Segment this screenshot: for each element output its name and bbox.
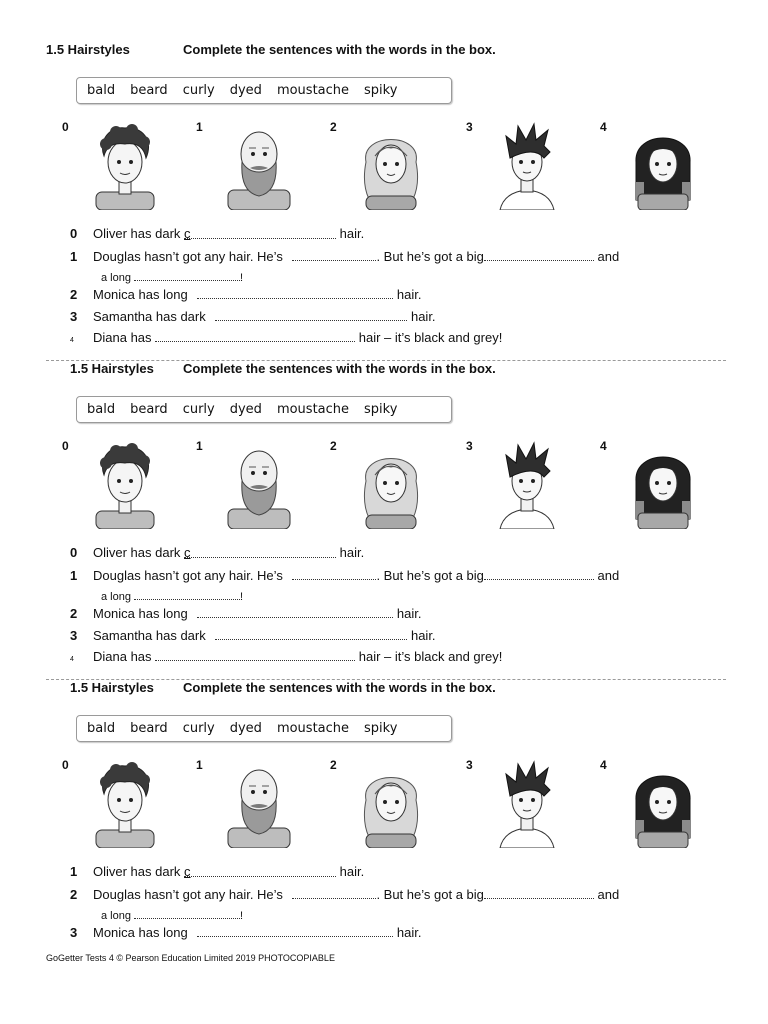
word-box-item: dyed — [229, 721, 262, 736]
sentence-row — [70, 307, 436, 324]
sentence-text: and — [593, 887, 620, 902]
dyed-hair-girl-picture — [630, 122, 696, 210]
word-box-item: moustache — [276, 83, 350, 98]
word-box-item: spiky — [364, 402, 398, 417]
sentence-text: a long — [101, 910, 135, 922]
sentence-text: Diana has — [93, 649, 156, 664]
word-box — [76, 715, 452, 742]
answer-gap[interactable] — [155, 647, 355, 661]
exercise-instruction: Complete the sentences with the words in the box. — [183, 680, 496, 695]
sentence-text: hair. — [336, 864, 365, 879]
answer-gap[interactable] — [134, 589, 240, 600]
answer-gap[interactable] — [215, 307, 407, 321]
word-box-item: bald — [87, 402, 116, 417]
answer-gap[interactable] — [197, 604, 393, 618]
exercise-instruction: Complete the sentences with the words in the box. — [183, 42, 496, 57]
answer-gap[interactable] — [292, 247, 376, 261]
sentence-number: 1 — [70, 249, 78, 264]
sentence-text: hair. — [336, 545, 365, 560]
answer-gap[interactable] — [292, 566, 376, 580]
sentence-number: 0 — [70, 545, 78, 560]
picture-label: 3 — [466, 439, 473, 453]
sentence-text: Samantha has dark — [93, 628, 210, 643]
sentence-text: . But he’s got a big — [376, 568, 484, 583]
answer-gap[interactable] — [134, 270, 240, 281]
sentence-text: Monica has long — [93, 606, 192, 621]
sentence-text: and — [593, 568, 620, 583]
picture-label: 1 — [196, 439, 203, 453]
sentence-text: hair. — [336, 226, 365, 241]
answer-gap[interactable] — [484, 247, 594, 261]
dyed-hair-girl-picture — [630, 760, 696, 848]
sentence-number: 0 — [70, 226, 78, 241]
exercise-title: 1.5 Hairstyles — [70, 361, 154, 376]
sentence-number: 3 — [70, 628, 78, 643]
sentence-row — [70, 885, 619, 902]
sentence-text: Oliver has dark — [93, 864, 185, 879]
sentence-text: Oliver has dark — [93, 545, 185, 560]
picture-label: 3 — [466, 120, 473, 134]
word-box-item: beard — [130, 402, 168, 417]
sentence-text: Monica has long — [93, 925, 192, 940]
sentence-number: 2 — [70, 887, 78, 902]
sentence-number: 1 — [70, 864, 78, 879]
sentence-text: . But he’s got a big — [376, 249, 484, 264]
picture-label: 2 — [330, 439, 337, 453]
sentence-text: Oliver has dark — [93, 226, 185, 241]
sentence-number: 3 — [70, 309, 78, 324]
sentence-number: 4 — [70, 337, 74, 344]
sentence-continuation — [101, 589, 243, 603]
answer-gap[interactable] — [197, 923, 393, 937]
sentence-text: . But he’s got a big — [376, 887, 484, 902]
sentence-text: hair – it’s black and grey! — [355, 330, 503, 345]
exercise-instruction: Complete the sentences with the words in the box. — [183, 361, 496, 376]
sentence-row — [70, 863, 364, 880]
bald-bearded-man-picture — [226, 122, 292, 210]
word-box-item: beard — [130, 83, 168, 98]
word-box-item: beard — [130, 721, 168, 736]
curly-hair-boy-picture — [92, 441, 158, 529]
exercise-section-3 — [0, 680, 768, 1000]
sentence-text: a long — [101, 272, 135, 284]
word-box — [76, 77, 452, 104]
sentence-continuation — [101, 908, 243, 922]
sentence-number: 1 — [70, 568, 78, 583]
sentence-text: hair. — [393, 606, 422, 621]
answer-gap[interactable] — [184, 863, 336, 877]
sentence-text: Samantha has dark — [93, 309, 210, 324]
sentence-row — [70, 225, 364, 242]
sentence-row — [70, 328, 502, 345]
picture-label: 1 — [196, 120, 203, 134]
sentence-continuation — [101, 270, 243, 284]
example-answer-letter: c — [184, 226, 191, 241]
long-curly-hair-girl-picture — [358, 441, 424, 529]
answer-gap[interactable] — [484, 566, 594, 580]
bald-bearded-man-picture — [226, 760, 292, 848]
answer-gap[interactable] — [184, 225, 336, 239]
bald-bearded-man-picture — [226, 441, 292, 529]
example-answer-letter: c — [184, 545, 191, 560]
long-curly-hair-girl-picture — [358, 760, 424, 848]
word-box-item: curly — [182, 402, 215, 417]
exercise-section-2 — [0, 361, 768, 681]
sentence-text: Douglas hasn’t got any hair. He’s — [93, 249, 287, 264]
answer-gap[interactable] — [484, 885, 594, 899]
word-box-item: spiky — [364, 721, 398, 736]
sentence-text: hair. — [393, 287, 422, 302]
answer-gap[interactable] — [197, 285, 393, 299]
example-answer-letter: c — [184, 864, 191, 879]
picture-label: 0 — [62, 439, 69, 453]
sentence-text: hair – it’s black and grey! — [355, 649, 503, 664]
word-box-item: bald — [87, 721, 116, 736]
sentence-text: hair. — [393, 925, 422, 940]
word-box-item: dyed — [229, 402, 262, 417]
sentence-number: 4 — [70, 656, 74, 663]
word-box-item: moustache — [276, 402, 350, 417]
sentence-row — [70, 285, 421, 302]
sentence-row — [70, 647, 502, 664]
picture-label: 3 — [466, 758, 473, 772]
exercise-title: 1.5 Hairstyles — [46, 42, 130, 57]
answer-gap[interactable] — [215, 626, 407, 640]
word-box-item: bald — [87, 83, 116, 98]
sentence-row — [70, 247, 619, 264]
answer-gap[interactable] — [155, 328, 355, 342]
picture-label: 1 — [196, 758, 203, 772]
sentence-text: ! — [240, 591, 244, 603]
picture-label: 4 — [600, 120, 607, 134]
sentence-row — [70, 604, 421, 621]
answer-gap[interactable] — [184, 544, 336, 558]
word-box-item: spiky — [364, 83, 398, 98]
footer-copyright: GoGetter Tests 4 © Pearson Education Limited 2019 PHOTOCOPIABLE — [46, 953, 335, 963]
spiky-hair-girl-picture — [494, 122, 560, 210]
sentence-text: Diana has — [93, 330, 156, 345]
sentence-text: Douglas hasn’t got any hair. He’s — [93, 568, 287, 583]
curly-hair-boy-picture — [92, 122, 158, 210]
spiky-hair-girl-picture — [494, 760, 560, 848]
sentence-text: a long — [101, 591, 135, 603]
picture-label: 4 — [600, 439, 607, 453]
spiky-hair-girl-picture — [494, 441, 560, 529]
sentence-number: 2 — [70, 287, 78, 302]
picture-label: 0 — [62, 758, 69, 772]
sentence-text: hair. — [407, 628, 436, 643]
exercise-title: 1.5 Hairstyles — [70, 680, 154, 695]
word-box-item: curly — [182, 83, 215, 98]
picture-label: 0 — [62, 120, 69, 134]
word-box-item: curly — [182, 721, 215, 736]
word-box-item: moustache — [276, 721, 350, 736]
sentence-row — [70, 544, 364, 561]
sentence-text: hair. — [407, 309, 436, 324]
sentence-text: ! — [240, 272, 244, 284]
sentence-text: Monica has long — [93, 287, 192, 302]
sentence-number: 2 — [70, 606, 78, 621]
sentence-row — [70, 566, 619, 583]
curly-hair-boy-picture — [92, 760, 158, 848]
answer-gap[interactable] — [292, 885, 376, 899]
word-box-item: dyed — [229, 83, 262, 98]
answer-gap[interactable] — [134, 908, 240, 919]
sentence-row — [70, 923, 421, 940]
sentence-number: 3 — [70, 925, 78, 940]
sentence-row — [70, 626, 436, 643]
sentence-text: and — [593, 249, 620, 264]
picture-label: 4 — [600, 758, 607, 772]
picture-label: 2 — [330, 120, 337, 134]
sentence-text: Douglas hasn’t got any hair. He’s — [93, 887, 287, 902]
long-curly-hair-girl-picture — [358, 122, 424, 210]
word-box — [76, 396, 452, 423]
sentence-text: ! — [240, 910, 244, 922]
picture-label: 2 — [330, 758, 337, 772]
dyed-hair-girl-picture — [630, 441, 696, 529]
exercise-section-1 — [0, 42, 768, 362]
